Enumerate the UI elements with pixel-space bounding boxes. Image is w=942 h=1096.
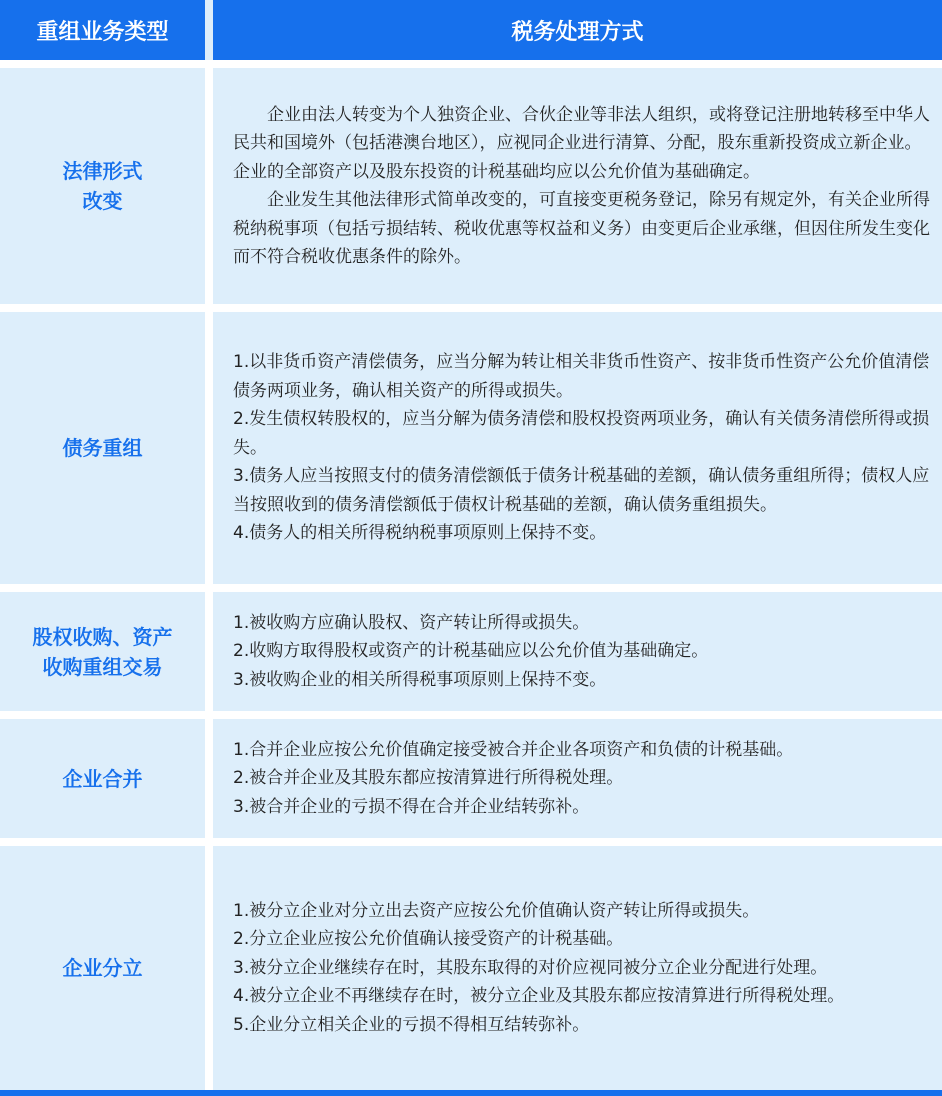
- reorg-type-label: 企业分立: [62, 956, 143, 980]
- treatment-item: 1.合并企业应按公允价值确定接受被合并企业各项资产和负债的计税基础。: [233, 739, 794, 760]
- tax-treatment-cell: [213, 592, 942, 711]
- tax-treatment-cell: [213, 846, 942, 1090]
- table-header: [0, 0, 942, 60]
- reorg-type-cell: [0, 719, 205, 838]
- treatment-paragraph: 企业发生其他法律形式简单改变的，可直接变更税务登记，除另有规定外，有关企业所得税纳税事项（包括亏损结转、税收优惠等权益和义务）由变更后企业承继，但因住所发生变化而不符合税收优惠条件的除外。: [233, 190, 930, 267]
- reorg-type-cell: [0, 68, 205, 304]
- table-row: [0, 592, 942, 711]
- treatment-item: 1.被收购方应确认股权、资产转让所得或损失。: [233, 612, 590, 633]
- treatment-paragraph: 企业由法人转变为个人独资企业、合伙企业等非法人组织，或将登记注册地转移至中华人民共和国境外（包括港澳台地区），应视同企业进行清算、分配，股东重新投资成立新企业。企业的全部资产以及股东投资的计税基础均应以公允价值为基础确定。: [233, 104, 930, 182]
- tax-treatment-cell: [213, 312, 942, 584]
- row-divider: [0, 584, 942, 592]
- row-divider: [0, 711, 942, 719]
- row-divider: [0, 838, 942, 846]
- header-tax-treatment: 税务处理方式: [213, 0, 942, 60]
- table-row: [0, 719, 942, 838]
- treatment-item: 2.分立企业应按公允价值确认接受资产的计税基础。: [233, 929, 624, 950]
- table-row: [0, 68, 942, 304]
- treatment-item: 2.发生债权转股权的，应当分解为债务清偿和股权投资两项业务，确认有关债务清偿所得或损失。: [233, 409, 930, 458]
- treatment-item: 5.企业分立相关企业的亏损不得相互结转弥补。: [233, 1014, 590, 1035]
- treatment-item: 3.被收购企业的相关所得税事项原则上保持不变。: [233, 669, 607, 690]
- reorg-type-label: 股权收购、资产 收购重组交易: [32, 624, 173, 679]
- row-divider: [0, 304, 942, 312]
- treatment-item: 3.债务人应当按照支付的债务清偿额低于债务计税基础的差额，确认债务重组所得；债权人应当按照收到的债务清偿额低于债权计税基础的差额，确认债务重组损失。: [233, 466, 930, 515]
- tax-treatment-cell: [213, 68, 942, 304]
- reorg-type-label: 企业合并: [62, 766, 143, 791]
- reorg-type-cell: [0, 846, 205, 1090]
- treatment-item: 3.被合并企业的亏损不得在合并企业结转弥补。: [233, 796, 590, 817]
- treatment-item: 1.被分立企业对分立出去资产应按公允价值确认资产转让所得或损失。: [233, 900, 760, 921]
- table-row: [0, 846, 942, 1090]
- treatment-item: 4.被分立企业不再继续存在时，被分立企业及其股东都应按清算进行所得税处理。: [233, 986, 845, 1007]
- treatment-item: 3.被分立企业继续存在时，其股东取得的对价应视同被分立企业分配进行处理。: [233, 957, 828, 978]
- header-reorg-type: 重组业务类型: [0, 0, 205, 60]
- row-divider: [0, 60, 942, 68]
- reorg-type-label: 债务重组: [62, 436, 143, 460]
- reorg-type-cell: [0, 312, 205, 584]
- table-row: [0, 312, 942, 584]
- reorg-type-cell: [0, 592, 205, 711]
- table-bottom-border: [0, 1090, 942, 1096]
- treatment-item: 2.被合并企业及其股东都应按清算进行所得税处理。: [233, 768, 624, 789]
- tax-treatment-cell: [213, 719, 942, 838]
- treatment-item: 4.债务人的相关所得税纳税事项原则上保持不变。: [233, 523, 607, 544]
- reorg-type-label: 法律形式 改变: [62, 159, 143, 213]
- treatment-item: 1.以非货币资产清偿债务，应当分解为转让相关非货币性资产、按非货币性资产公允价值清偿债务两项业务，确认相关资产的所得或损失。: [233, 352, 930, 401]
- treatment-item: 2.收购方取得股权或资产的计税基础应以公允价值为基础确定。: [233, 641, 709, 662]
